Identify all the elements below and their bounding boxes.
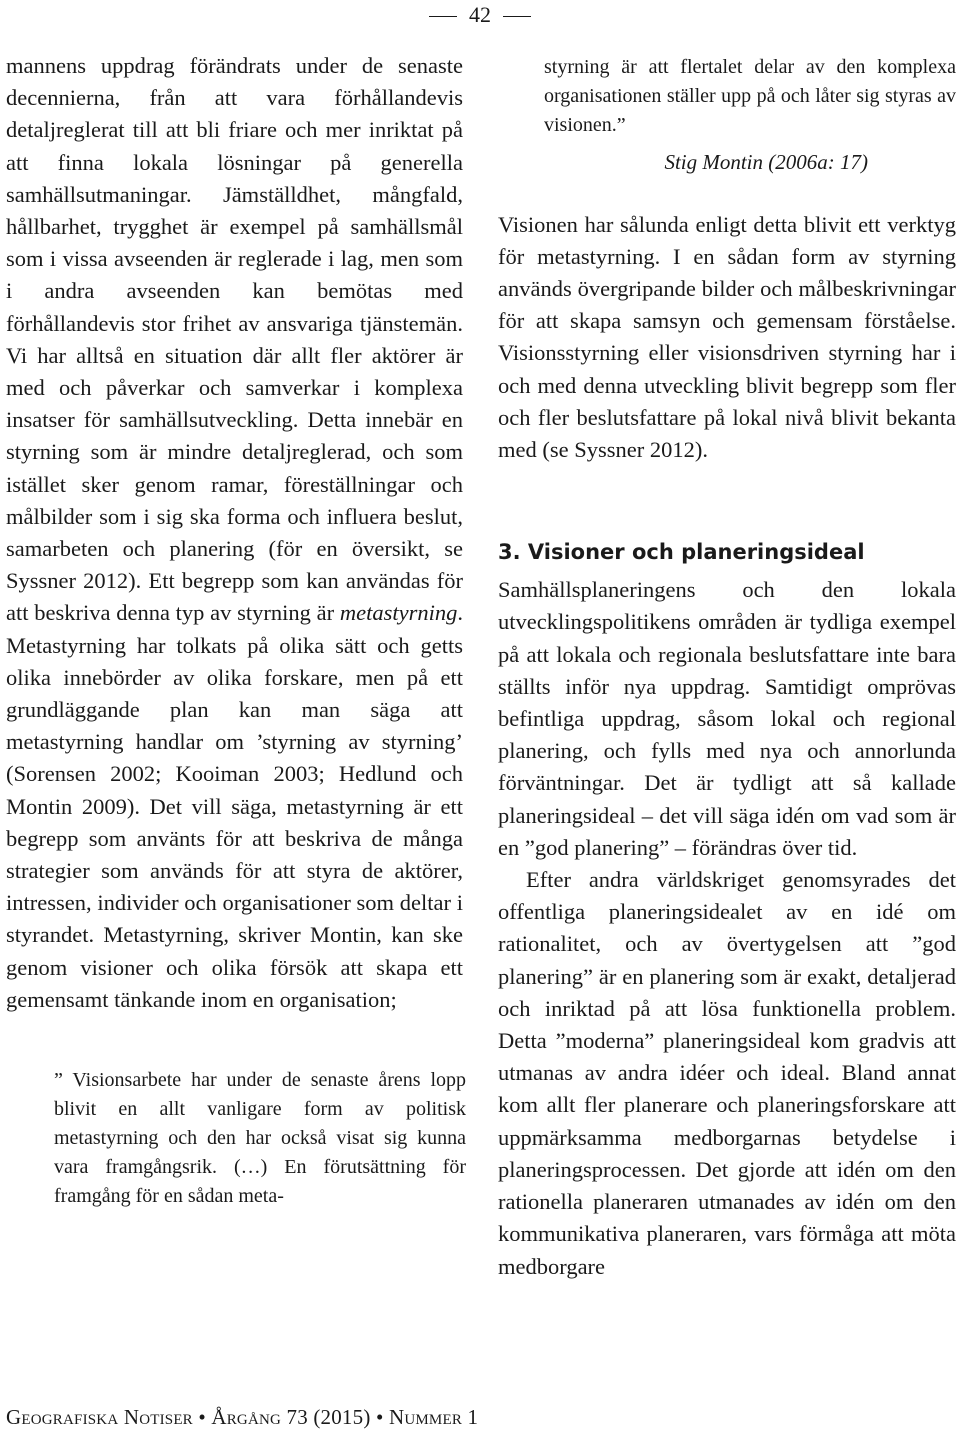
italic-term: metastyrning xyxy=(339,600,458,626)
page-number-rule-right xyxy=(503,16,531,17)
section-heading: 3. Visioner och planeringsideal xyxy=(498,540,865,565)
body-paragraph: Visionen har sålunda enligt detta blivit ett verktyg för metastyrning. I en sådan form av styrning används övergripande bilder och målbeskrivningar för att skapa samsyn och gemensam förståelse. Visionsstyrning eller visionsdriven styrning har i och med denna utveckling blivit begrepp som fler och fler beslutsfattare på lokal nivå blivit bekanta med (se Syssner 2012). xyxy=(498,211,956,463)
right-column xyxy=(498,50,956,1283)
block-quote: ” Visionsarbete har under de senaste årens lopp blivit en allt vanligare form av politisk metastyrning och den har också visat sig kunna vara framgångsrik. (…) En förutsättning för framgång för en sådan meta- xyxy=(54,1069,466,1208)
quote-attribution: Stig Montin (2006a: 17) xyxy=(664,149,868,174)
left-column xyxy=(6,50,466,1211)
body-paragraph: Samhällsplaneringens och den lokala utvecklingspolitikens områden är tydliga exempel på att lokala och regionala beslutsfattare inte bara ställts inför nya uppdrag. Samtidigt omprövas befintliga uppdrag, såsom lokal och regional planering, och fylls med nya och annorlunda förväntningar. Det är tydligt att så kallade planeringsideal – det vill säga idén om vad som är en ”god planering” – förändras över tid. xyxy=(498,577,956,860)
page-number xyxy=(0,2,960,28)
block-quote-continuation: styrning är att flertalet delar av den komplexa organisationen ställer upp på och låter sig styras av visionen.” xyxy=(544,56,956,137)
paragraph-text: mannens uppdrag förändrats under de senaste decennierna, från att vara förhållandevis detaljreglerat till att bli friare och mer inriktat på att finna lokala lösningar på generella samhällsutmaningar. Jämställdhet, mångfald, hållbarhet, trygghet är exempel på samhällsmål som i vissa avseenden är reglerade i lag, men som i andra avseenden kan bemötas med förhållandevis stor frihet av ansvariga tjänstemän. Vi har alltså en situation där allt fler aktörer är med och påverkar och samverkar i komplexa insatser för samhällsutveckling. Detta innebär en styrning som är mindre detaljreglerad, och som istället sker genom ramar, föreställningar och målbilder som i sig ska forma och influera beslut, samarbeten och planering (för en översikt, se Syssner 2012). Ett begrepp som kan användas för att beskriva denna typ av styrning är xyxy=(6,53,463,626)
paragraph-text-continued: . Metastyrning har tolkats på olika sätt och getts olika innebörder av olika forskare, men på ett grundläggande plan kan man säga att metastyrning handlar om ’styrning av styrning’ (Sorensen 2002; Kooiman 2003; Hedlund och Montin 2009). Det vill säga, metastyrning är ett begrepp som använts för att beskriva de många strategier som används för att styra de aktörer, intressen, individer och organisationer som deltar i styrandet. Metastyrning, skriver Montin, kan ske genom visioner och olika försök att skapa ett gemensamt tänkande inom en organisation; xyxy=(6,600,463,1012)
running-footer: Geografiska Notiser • Årgång 73 (2015) • Nummer 1 xyxy=(6,1405,479,1429)
page-number-text: 42 xyxy=(469,2,491,27)
body-paragraph xyxy=(6,50,463,1016)
page-number-rule-left xyxy=(429,16,457,17)
body-paragraph: Efter andra världskriget genomsyrades det offentliga planeringsidealet av en idé om rationalitet, och av övertygelsen att ”god planering” är en planering som är exakt, detaljerad och inriktad på att lösa funktionella problem. Detta ”moderna” planeringsideal kom gradvis att utmanas av andra idéer och ideal. Bland annat kom allt fler planerare och planeringsforskare att uppmärksamma medborgarnas betydelse i planeringsprocessen. Det gjorde att idén om den rationella planeraren utmanades av idén om den kommunikativa planeraren, vars förmåga att möta medborgare xyxy=(498,867,956,1279)
